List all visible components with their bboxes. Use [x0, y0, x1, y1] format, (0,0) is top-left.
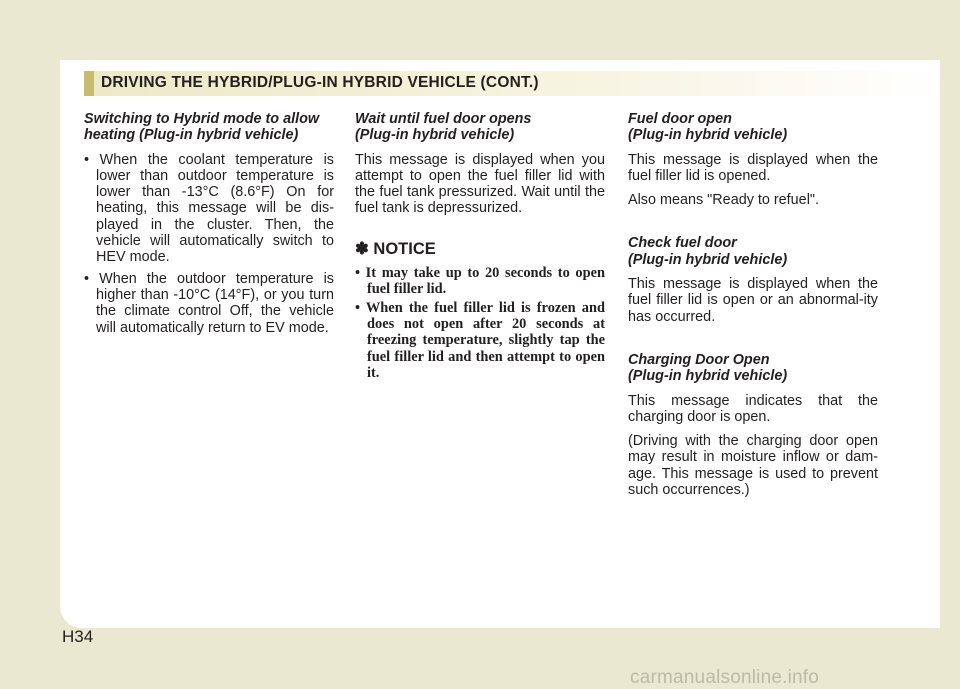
col3-heading-3-line2: (Plug-in hybrid vehicle) — [628, 368, 788, 385]
col3-heading-1-line2: (Plug-in hybrid vehicle) — [628, 127, 788, 144]
column-3 — [628, 111, 878, 506]
col2-heading-line1: Wait until fuel door opens — [355, 111, 532, 127]
col2-heading — [355, 111, 605, 144]
col2-text: This message is displayed when you attempt to open the fuel filler lid with the fuel tank pressurized. Wait until the fuel tank is depressurized. — [355, 151, 605, 217]
section-header-accent — [84, 71, 94, 96]
col1-heading-line1: Switching to Hybrid mode to allow — [84, 111, 320, 127]
spacer — [628, 216, 878, 235]
page-number: H34 — [62, 627, 94, 646]
col3-s2-text: This message is displayed when the fuel filler lid is open or an abnormal-ity has occurred. — [628, 276, 878, 325]
column-2 — [355, 111, 605, 383]
col3-heading-2-line2: (Plug-in hybrid vehicle) — [628, 251, 788, 268]
section-header-title: DRIVING THE HYBRID/PLUG-IN HYBRID VEHICLE (CONT.) — [101, 74, 539, 91]
column-1 — [84, 111, 334, 341]
notice-title: ✽ NOTICE — [355, 239, 436, 258]
col3-heading-1-line1: Fuel door open — [628, 111, 732, 127]
spacer — [628, 333, 878, 352]
col3-heading-2 — [628, 235, 878, 268]
col1-heading — [84, 111, 334, 144]
col3-heading-3 — [628, 352, 878, 385]
col3-heading-1 — [628, 111, 878, 144]
col3-heading-3-line1: Charging Door Open — [628, 351, 770, 368]
col3-s3-text-2: (Driving with the charging door open may result in moisture inflow or dam-age. This message is used to prevent such occurrences.) — [628, 433, 878, 499]
notice-item-2: • When the fuel filler lid is frozen and does not open after 20 seconds at freezing temperature, slightly tap the fuel filler lid and then attempt to open it. — [355, 299, 605, 381]
col1-bullet-2: • When the outdoor temperature is higher than -10°C (14°F), or you turn the climate control Off, the vehicle will automatically return to EV mode. — [84, 270, 334, 336]
col3-s3-text-1: This message indicates that the charging door is open. — [628, 392, 878, 425]
col2-heading-line2: (Plug-in hybrid vehicle) — [355, 127, 515, 144]
col1-heading-line2: heating (Plug-in hybrid vehicle) — [84, 127, 299, 144]
col3-heading-2-line1: Check fuel door — [628, 235, 737, 252]
watermark: carmanualsonline.info — [630, 667, 820, 688]
col3-s1-text-1: This message is displayed when the fuel filler lid is opened. — [628, 151, 878, 184]
col3-s1-text-2: Also means "Ready to refuel". — [628, 192, 819, 209]
col1-bullet-1: • When the coolant temperature is lower than outdoor temperature is lower than -13°C (8.6°F) On for heating, this message will be dis-played in the cluster. Then, the vehicle will automatically switch to HEV mode. — [84, 151, 334, 266]
notice-item-1: • It may take up to 20 seconds to open fuel filler lid. — [355, 265, 605, 298]
